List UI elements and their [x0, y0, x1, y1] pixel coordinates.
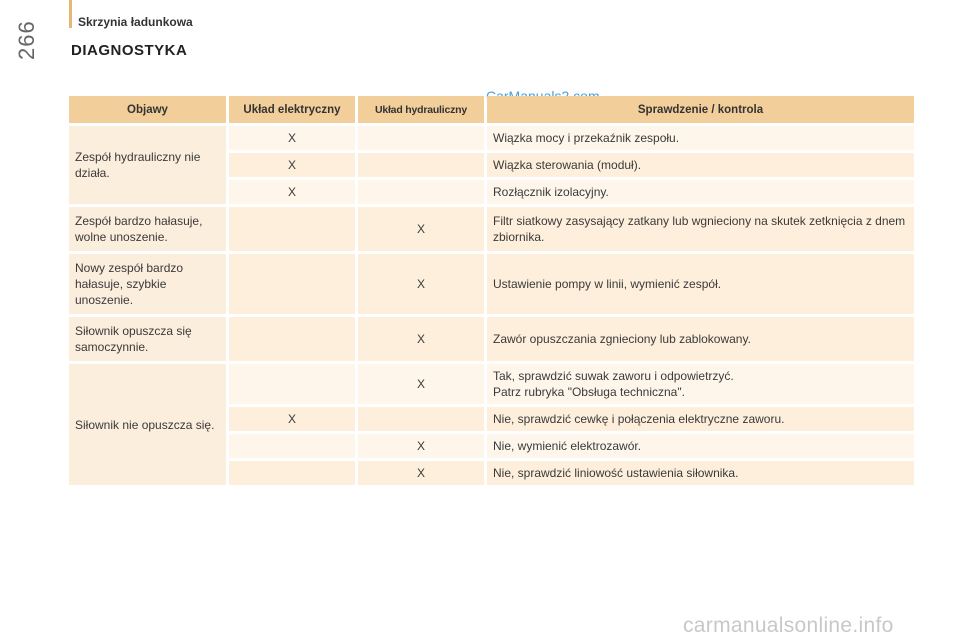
- check-line-note: Patrz rubryka "Obsługa techniczna".: [493, 385, 685, 399]
- electrical-mark: [229, 207, 355, 251]
- hydraulic-mark: [358, 407, 484, 431]
- symptom-cell: Zespół hydrauliczny nie działa.: [69, 126, 226, 204]
- check-cell: Wiązka mocy i przekaźnik zespołu.: [487, 126, 914, 150]
- header-symptoms: Objawy: [69, 96, 226, 123]
- hydraulic-mark: [358, 180, 484, 204]
- table-row: [69, 207, 914, 251]
- check-line: Tak, sprawdzić suwak zaworu i odpowietrzyć.: [493, 369, 734, 383]
- check-cell: Nie, wymienić elektrozawór.: [487, 434, 914, 458]
- hydraulic-mark: X: [358, 434, 484, 458]
- symptom-cell: Nowy zespół bardzo hałasuje, szybkie unoszenie.: [69, 254, 226, 314]
- hydraulic-mark: X: [358, 207, 484, 251]
- electrical-mark: X: [229, 126, 355, 150]
- hydraulic-mark: X: [358, 317, 484, 361]
- watermark-bottom: carmanualsonline.info: [683, 614, 894, 637]
- section-marker-bar: [69, 0, 72, 28]
- symptom-cell: Siłownik opuszcza się samoczynnie.: [69, 317, 226, 361]
- hydraulic-mark: X: [358, 254, 484, 314]
- header-check: Sprawdzenie / kontrola: [487, 96, 914, 123]
- hydraulic-mark: X: [358, 364, 484, 404]
- check-cell: Nie, sprawdzić cewkę i połączenia elektryczne zaworu.: [487, 407, 914, 431]
- check-cell: Nie, sprawdzić liniowość ustawienia siłownika.: [487, 461, 914, 485]
- electrical-mark: [229, 364, 355, 404]
- electrical-mark: X: [229, 153, 355, 177]
- hydraulic-mark: X: [358, 461, 484, 485]
- electrical-mark: [229, 254, 355, 314]
- diagnostics-table: [66, 93, 917, 488]
- check-cell: Wiązka sterowania (moduł).: [487, 153, 914, 177]
- header-hydraulic: Układ hydrauliczny: [358, 96, 484, 123]
- symptom-cell: Zespół bardzo hałasuje, wolne unoszenie.: [69, 207, 226, 251]
- table-row: [69, 254, 914, 314]
- electrical-mark: [229, 461, 355, 485]
- check-cell: Rozłącznik izolacyjny.: [487, 180, 914, 204]
- table-row: [69, 364, 914, 404]
- check-cell: Zawór opuszczania zgnieciony lub zablokowany.: [487, 317, 914, 361]
- section-label: Skrzynia ładunkowa: [78, 15, 193, 29]
- check-cell: Filtr siatkowy zasysający zatkany lub wgnieciony na skutek zetknięcia z dnem zbiornika.: [487, 207, 914, 251]
- page-title: DIAGNOSTYKA: [71, 42, 188, 59]
- symptom-cell: Siłownik nie opuszcza się.: [69, 364, 226, 485]
- table-header-row: [69, 96, 914, 123]
- table-row: [69, 126, 914, 150]
- check-cell: Ustawienie pompy w linii, wymienić zespół.: [487, 254, 914, 314]
- table-row: [69, 317, 914, 361]
- hydraulic-mark: [358, 126, 484, 150]
- check-cell: [487, 364, 914, 404]
- hydraulic-mark: [358, 153, 484, 177]
- electrical-mark: [229, 434, 355, 458]
- electrical-mark: X: [229, 407, 355, 431]
- electrical-mark: [229, 317, 355, 361]
- electrical-mark: X: [229, 180, 355, 204]
- header-electrical: Układ elektryczny: [229, 96, 355, 123]
- page-number: 266: [14, 20, 39, 60]
